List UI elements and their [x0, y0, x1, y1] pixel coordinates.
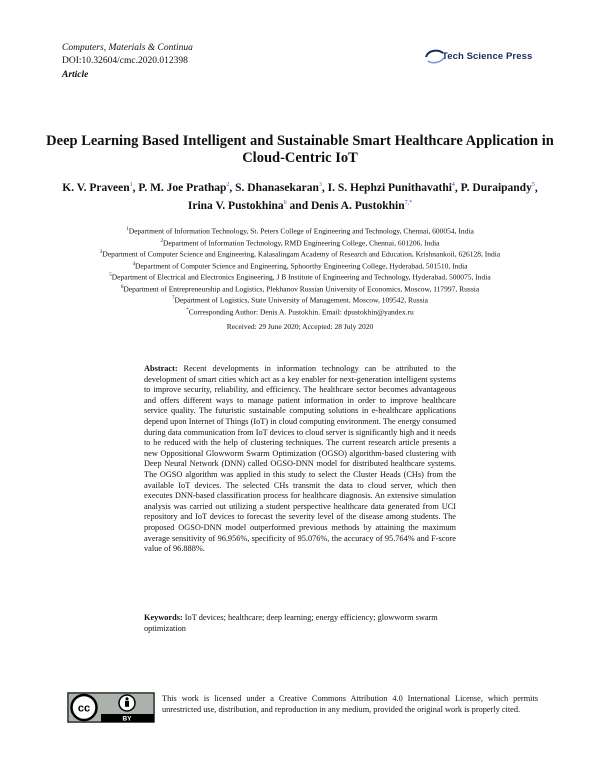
- affiliation-mark: 1: [126, 227, 129, 232]
- affiliation-mark: 2: [160, 238, 163, 244]
- affiliation-mark: 3: [99, 250, 103, 255]
- publisher-name: Tech Science Press: [442, 51, 533, 62]
- paper-title: Deep Learning Based Intelligent and Sustainable Smart Healthcare Application in Cloud-Centric IoT: [46, 133, 554, 166]
- journal-name: Computers, Materials & Continua: [62, 43, 193, 53]
- keywords: [144, 613, 456, 634]
- affiliation-mark: 4: [132, 261, 135, 267]
- affiliation-text: Corresponding Author: Denis A. Pustokhin. Email: dpustokhin@yandex.ru: [188, 307, 414, 316]
- author-affiliation-mark[interactable]: 6: [283, 199, 287, 206]
- author-name: K. V. Praveen: [62, 181, 130, 194]
- author-affiliation-mark[interactable]: 4: [451, 182, 455, 188]
- author-affiliation-mark[interactable]: 1: [129, 182, 133, 188]
- author-name: S. Dhanasekaran: [235, 181, 319, 194]
- author-affiliation-mark[interactable]: 2: [226, 182, 230, 188]
- author-name: Irina V. Pustokhina: [187, 199, 284, 212]
- affiliation: [40, 248, 560, 260]
- affiliation-text: Department of Computer Science and Engineering, Sphoorthy Engineering College, Hyderabad, 501510, India: [134, 261, 468, 270]
- keywords-text: IoT devices; healthcare; deep learning; energy efficiency; glowworm swarm optimization: [144, 613, 438, 633]
- affiliation-list: [40, 225, 560, 317]
- received-accepted-dates: Received: 29 June 2020; Accepted: 28 July 2020: [226, 322, 374, 331]
- affiliation: [40, 294, 560, 306]
- doi: DOI:10.32604/cmc.2020.012398: [62, 56, 188, 66]
- affiliation-text: Department of Information Technology, RMD Engineering College, Chennai, 601206, India: [163, 238, 440, 247]
- abstract-label: Abstract:: [144, 364, 178, 373]
- author-affiliation-mark[interactable]: 7,*: [404, 199, 413, 206]
- affiliation: [40, 260, 560, 272]
- author-affiliation-mark[interactable]: 5: [531, 182, 535, 188]
- affiliation-text: Department of Computer Science and Engineering, Kalasalingam Academy of Research and Education, Krishnankoil, 626128, India: [102, 249, 501, 259]
- keywords-label: Keywords:: [144, 613, 183, 622]
- author-list: K. V. Praveen$^1$, P. M. Joe Prathap$^2$, S. Dhanasekaran$^3$, I. S. Hephzi Punithavathi$^4$, P. Duraipandy$^5$, Irina V. Pustokhina$^6$ and Denis A. Pustokhin$^{7,*}$: [62, 181, 538, 212]
- article-type: Article: [62, 70, 89, 80]
- affiliation-text: Department of Entrepreneurship and Logistics, Plekhanov Russian University of Economics, Moscow, 117997, Russia: [123, 284, 480, 293]
- affiliation: [40, 283, 560, 295]
- svg-text:cc: cc: [77, 702, 91, 715]
- affiliation-mark: 5: [109, 273, 112, 278]
- affiliation-text: Department of Logistics, State University of Management, Moscow, 109542, Russia: [174, 295, 428, 305]
- author-name: P. Duraipandy: [460, 181, 532, 194]
- author-name: P. M. Joe Prathap: [138, 181, 227, 194]
- publisher-logo: [424, 46, 544, 68]
- affiliation: [40, 271, 560, 283]
- affiliation: [40, 237, 560, 249]
- abstract: [144, 364, 456, 555]
- license-notice: This work is licensed under a Creative Commons Attribution 4.0 International License, which permits unrestricted use, distribution, and reproduction in any medium, provided the original work is properly cited.: [162, 694, 538, 714]
- affiliation-mark: *: [186, 307, 189, 313]
- affiliation: [40, 306, 560, 318]
- affiliation-text: Department of Information Technology, St. Peters College of Engineering and Technology, Chennai, 600054, India: [128, 226, 474, 236]
- affiliation: [40, 225, 560, 237]
- affiliation-mark: 7: [172, 296, 175, 301]
- affiliation-mark: 6: [120, 284, 124, 290]
- author-name: I. S. Hephzi Punithavathi: [327, 181, 452, 194]
- abstract-text: Recent developments in information technology can be attributed to the development of smart cities which act as a key enabler for next-generation intelligent systems to improve security, reliability, and efficiency. The healthcare sector becomes advantageous and offers different ways to manage patient information in order to improve healthcare service quality. The futuristic sustainable computing solutions in e-healthcare applications depend upon Internet of Things (IoT) in cloud computing environment. The energy consumed during data communication from IoT devices to cloud server is significantly high and it needs to be reduced with the help of clustering techniques. The current research article presents a new Oppositional Glowworm Swarm Optimization (OGSO) algorithm-based clustering with Deep Neural Network (DNN) called OGSO-DNN model for distributed healthcare systems. The OGSO algorithm was applied in this study to select the Cluster Heads (CHs) from the available IoT devices. The selected CHs transmit the data to cloud server, which then executes DNN-based classification process for healthcare diagnosis. An extensive simulation analysis was carried out utilizing a student perspective healthcare data generated from UCI repository and IoT devices to forecast the severity level of the disease among students. The proposed OGSO-DNN model outperformed previous methods by attaining the maximum average sensitivity of 96.956%, specificity of 95.076%, the accuracy of 95.764% and F-score value of 96.888%.: [144, 364, 456, 554]
- author-name: Denis A. Pustokhin: [310, 199, 405, 212]
- affiliation-text: Department of Electrical and Electronics Engineering, J B Institute of Engineering and Technology, Hyderabad, 500075, India: [111, 272, 491, 282]
- author-affiliation-mark[interactable]: 3: [318, 182, 322, 188]
- license-icon-label: BY: [122, 715, 132, 723]
- cc-by-license-icon[interactable]: [67, 692, 155, 723]
